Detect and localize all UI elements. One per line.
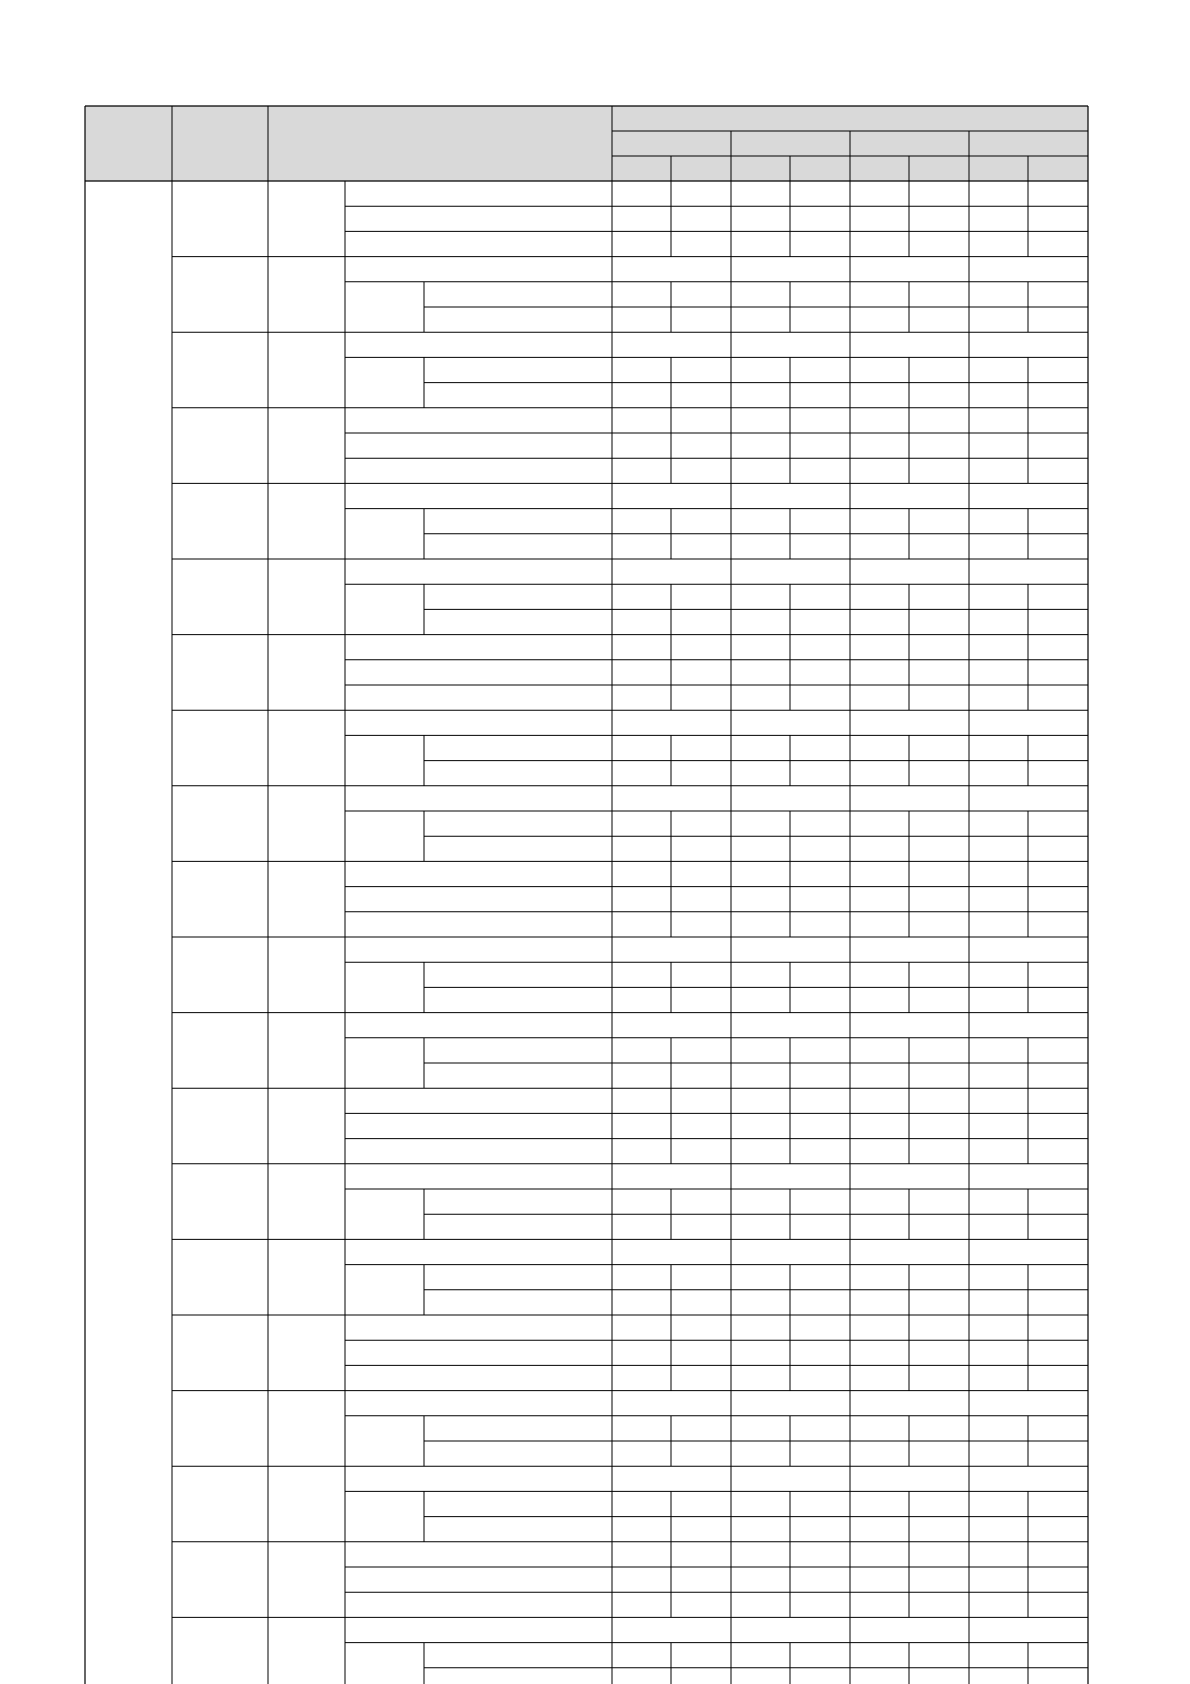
header-fill (85, 106, 1088, 181)
